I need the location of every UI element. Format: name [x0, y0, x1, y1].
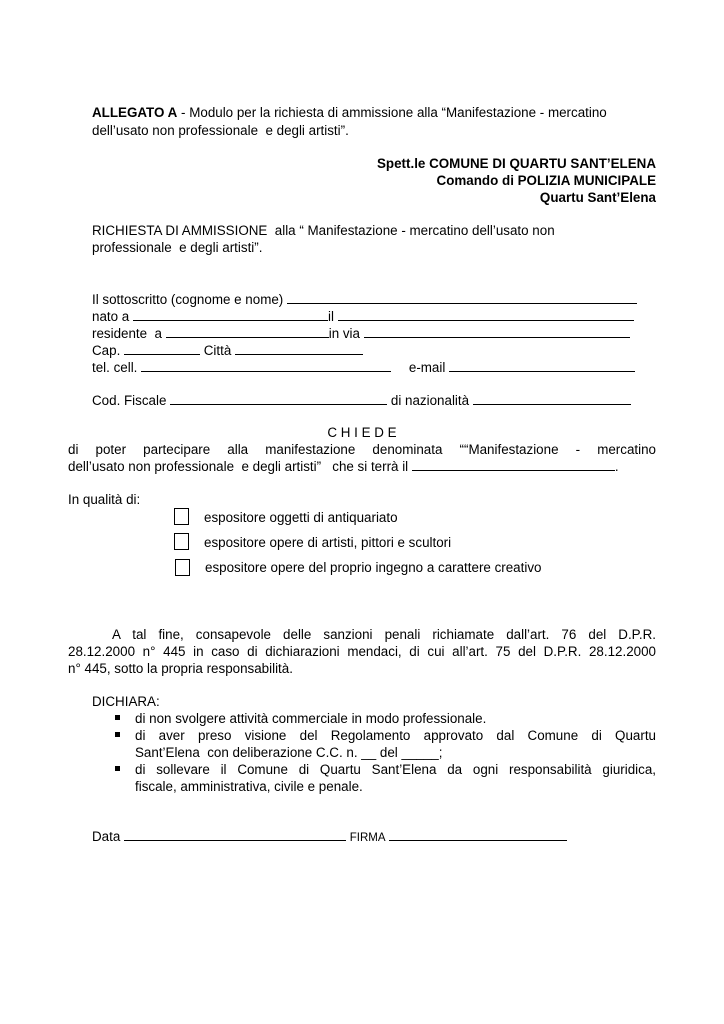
- dichiara-title: DICHIARA:: [92, 694, 160, 709]
- firma-label: FIRMA: [349, 832, 386, 844]
- residente-row: [92, 325, 630, 342]
- dichiara-item2-line2: Sant’Elena con deliberazione C.C. n. __ del _____;: [135, 745, 443, 760]
- cap-label: Cap.: [92, 343, 121, 358]
- allegato-line2: dell’usato non professionale e degli artisti”.: [92, 123, 349, 138]
- sottoscritto-field[interactable]: [287, 291, 637, 304]
- tel-row: [92, 359, 635, 376]
- tel-label: tel. cell.: [92, 360, 138, 375]
- chiede-title: C H I E D E: [327, 425, 397, 440]
- request-line2: professionale e degli artisti”.: [92, 240, 263, 255]
- email-field[interactable]: [449, 359, 635, 372]
- option-checkbox[interactable]: [174, 533, 189, 550]
- recipient-prefix: Spett.le: [377, 156, 430, 171]
- in-via-label: in via: [328, 326, 360, 341]
- nazionalita-field[interactable]: [473, 392, 631, 405]
- bullet-icon: [115, 715, 120, 720]
- dichiara-item2-line1: di aver preso visione del Regolamento approvato dal Comune di Quartu: [135, 728, 656, 743]
- recipient-line1: [377, 155, 656, 172]
- cf-row: [92, 392, 631, 409]
- allegato-line1: [92, 104, 607, 121]
- bullet-icon: [115, 766, 120, 771]
- il-field[interactable]: [338, 308, 634, 321]
- cap-row: [92, 342, 363, 359]
- chiede-line2: [68, 458, 619, 475]
- cap-field[interactable]: [124, 342, 200, 355]
- il-label: il: [327, 309, 334, 324]
- in-via-field[interactable]: [364, 325, 630, 338]
- option-label: espositore opere del proprio ingegno a carattere creativo: [205, 560, 542, 575]
- citta-label: Città: [203, 343, 232, 358]
- nato-a-label: nato a: [92, 309, 130, 324]
- option-checkbox[interactable]: [175, 559, 190, 576]
- option-checkbox[interactable]: [174, 508, 189, 525]
- recipient-line3: Quartu Sant’Elena: [539, 190, 656, 205]
- residente-label: residente a: [92, 326, 162, 341]
- option-label: espositore opere di artisti, pittori e scultori: [204, 535, 452, 550]
- citta-field[interactable]: [235, 342, 363, 355]
- date-field[interactable]: [412, 458, 615, 471]
- email-label: e-mail: [408, 360, 446, 375]
- data-row: [92, 828, 567, 847]
- sottoscritto-row: [92, 291, 637, 308]
- fine-line1: A tal fine, consapevole delle sanzioni penali richiamate dall’art. 76 del D.P.R.: [112, 627, 656, 642]
- data-label: Data: [92, 829, 121, 844]
- request-line1: RICHIESTA DI AMMISSIONE alla “ Manifestazione - mercatino dell’usato non: [92, 223, 555, 238]
- option-label: espositore oggetti di antiquariato: [204, 510, 398, 525]
- data-field[interactable]: [124, 828, 346, 841]
- dichiara-item3-line2: fiscale, amministrativa, civile e penale.: [135, 779, 363, 794]
- recipient-name: COMUNE DI QUARTU SANT’ELENA: [429, 156, 656, 171]
- cod-fiscale-label: Cod. Fiscale: [92, 393, 167, 408]
- dichiara-item1: di non svolgere attività commerciale in modo professionale.: [135, 711, 487, 726]
- tel-field[interactable]: [141, 359, 391, 372]
- chiede-line2-end: .: [614, 459, 619, 474]
- allegato-label: ALLEGATO A: [92, 105, 178, 120]
- sottoscritto-label: Il sottoscritto (cognome e nome): [92, 292, 284, 307]
- chiede-line2-text: dell’usato non professionale e degli artisti” che si terrà il: [68, 459, 409, 474]
- firma-field[interactable]: [389, 828, 567, 841]
- recipient-line2: Comando di POLIZIA MUNICIPALE: [436, 173, 656, 188]
- dichiara-item3-line1: di sollevare il Comune di Quartu Sant’Elena da ogni responsabilità giuridica,: [135, 762, 656, 777]
- nazionalita-label: di nazionalità: [390, 393, 470, 408]
- fine-line3: n° 445, sotto la propria responsabilità.: [68, 661, 293, 676]
- bullet-icon: [115, 732, 120, 737]
- chiede-line1: di poter partecipare alla manifestazione denominata ““Manifestazione - mercatino: [68, 442, 656, 457]
- nato-a-field[interactable]: [133, 308, 328, 321]
- nato-row: [92, 308, 634, 325]
- fine-line2: 28.12.2000 n° 445 in caso di dichiarazioni mendaci, di cui all’art. 75 del D.P.R. 28.12.2000: [68, 644, 656, 659]
- qualita-label: In qualità di:: [68, 492, 141, 507]
- allegato-title: - Modulo per la richiesta di ammissione alla “Manifestazione - mercatino: [177, 105, 607, 120]
- cod-fiscale-field[interactable]: [170, 392, 387, 405]
- residente-field[interactable]: [166, 325, 329, 338]
